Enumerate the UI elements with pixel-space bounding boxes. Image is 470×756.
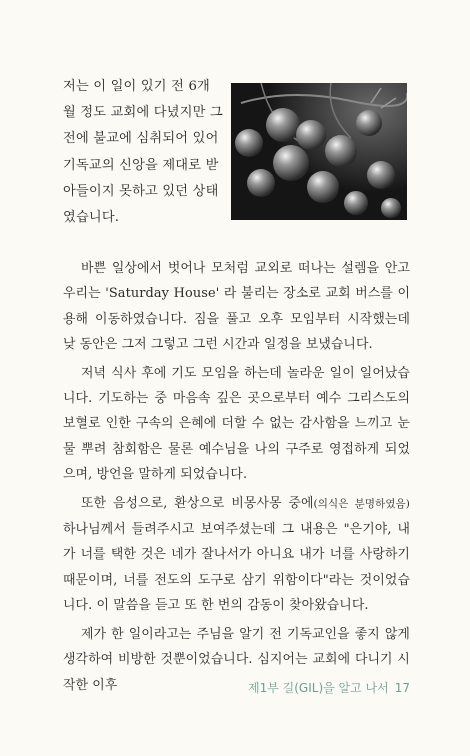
intro-paragraph: [63, 74, 223, 231]
parenthetical-note: (의식은 분명하였음): [313, 497, 410, 510]
tomato-photo-graphic: [231, 83, 407, 220]
paragraph: 저녁 식사 후에 기도 모임을 하는데 놀라운 일이 일어났습니다. 기도하는 중 마음속 깊은 곳으로부터 예수 그리스도의 보혈로 인한 구속의 은혜에 더할 수 없는 감사함을 느끼고 눈물 뿌려 참회함은 물론 예수님을 나의 구주로 영접하게 되었으며, 방언을 말하게 되었습니다.: [63, 365, 410, 483]
paragraph: 바쁜 일상에서 벗어나 모처럼 교외로 떠나는 설렘을 안고 우리는 'Saturday House' 라 불리는 장소로 교회 버스를 이용해 이동하였습니다. 짐을 풀고 오후 모임부터 시작했는데 낮 동안은 그저 그렇고 그런 시간과 일정을 보냈습니다.: [63, 261, 410, 353]
page-footer: [0, 679, 410, 696]
intro-line: 였습니다.: [63, 210, 120, 226]
paragraph: [63, 491, 410, 619]
intro-line: 기독교의 신앙을 제대로 받: [63, 157, 219, 173]
page-number: 17: [394, 681, 410, 695]
intro-line: 월 정도 교회에 다녔지만 그: [63, 105, 223, 121]
intro-line: 저는 이 일이 있기 전 6개: [63, 79, 211, 94]
intro-line: 아들이지 못하고 있던 상태: [63, 183, 219, 199]
paragraph: 제가 한 일이라고는 주님을 알기 전 기독교인을 좋지 않게 생각하여 비방한 것뿐이었습니다. 심지어는 교회에 다니기 시작한 이후: [63, 626, 410, 693]
paragraph-text: 하나님께서 들려주시고 보여주셨는데 그 내용은 "은기야, 내가 너를 택한 것은 네가 잘나서가 아니요 내가 너를 사랑하기 때문이며, 너를 전도의 도구로 삼기 위함이다"라는 것이었습니다. 이 말씀을 듣고 또 한 번의 감동이 찾아왔습니다.: [63, 522, 410, 614]
tomato-photo: [231, 83, 407, 220]
paragraph-text: 또한 음성으로, 환상으로 비몽사몽 중에: [81, 495, 314, 511]
body-text: [63, 256, 410, 701]
section-title: 제1부 길(GIL)을 알고 나서: [248, 681, 389, 695]
intro-line: 전에 불교에 심취되어 있어: [63, 131, 219, 147]
